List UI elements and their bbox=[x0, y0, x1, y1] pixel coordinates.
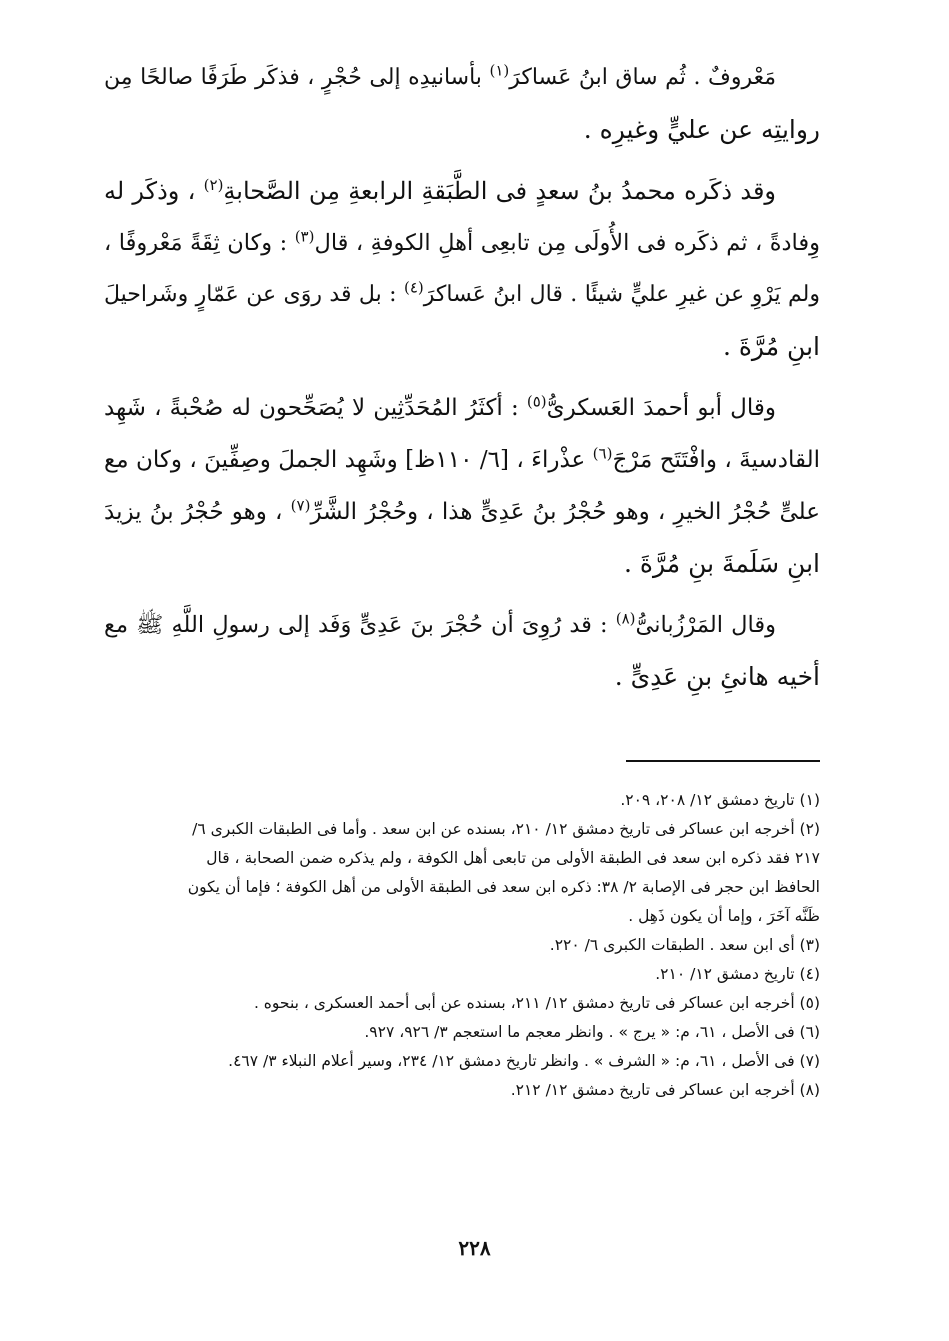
paragraph bbox=[104, 599, 820, 703]
text-line bbox=[104, 104, 820, 156]
text-segment: : أكثَرُ المُحَدِّثِين لا يُصَحِّحون له صُحْبةً ، شَهِد bbox=[104, 395, 527, 421]
text-segment: ولم يَرْوِ عن غيرِ عليٍّ شيئًا . قال ابنُ عَساكرَ bbox=[423, 282, 821, 307]
footnote-reference: (١) bbox=[489, 61, 510, 80]
text-line bbox=[104, 217, 820, 269]
footnote-reference: (٢) bbox=[203, 176, 224, 194]
footnotes bbox=[104, 786, 820, 1105]
text-segment: وقال أبو أحمدَ العَسكرىُّ bbox=[546, 395, 776, 421]
text-segment: القادسيةَ ، وافْتَتَح مَرْجَ bbox=[612, 447, 820, 473]
text-line bbox=[104, 538, 820, 590]
text-segment: روايتِه عن عليٍّ وغيرِه . bbox=[583, 115, 820, 144]
footnote-divider bbox=[626, 760, 820, 762]
text-segment: ابنِ مُرَّةَ . bbox=[722, 332, 820, 361]
text-line bbox=[104, 269, 820, 321]
footnote-line: (٤) تاريخ دمشق ١٢/ ٢١٠. bbox=[655, 965, 820, 983]
text-segment: مَعْروفٌ . ثُم ساق ابنُ عَساكرَ bbox=[509, 65, 776, 90]
paragraph-gap bbox=[104, 156, 820, 165]
text-line bbox=[104, 382, 820, 434]
footnote-reference: (٦) bbox=[592, 444, 613, 463]
text-segment: وقال المَرْزُبانىُّ bbox=[635, 612, 776, 638]
footnote-reference: (٧) bbox=[290, 496, 311, 515]
text-segment: : بل قد روَى عن عَمّارٍ وشَراحيلَ bbox=[104, 282, 404, 307]
footnote-line: (٧) فى الأصل ، ٦١، م: « الشرف » . وانظر تاريخ دمشق ١٢/ ٢٣٤، وسير أعلام النبلاء ٣/ ٤٦٧. bbox=[228, 1052, 820, 1070]
paragraph bbox=[104, 165, 820, 373]
paragraph-gap bbox=[104, 590, 820, 599]
text-segment: علىٍّ حُجْرُ الخيرِ ، وهو حُجْرُ بنُ عَدِىٍّ هذا ، وحُجْرُ الشَّرِّ bbox=[310, 499, 820, 525]
footnote-line: (٨) أخرجه ابن عساكر فى تاريخ دمشق ١٢/ ٢١٢. bbox=[510, 1081, 820, 1099]
text-line bbox=[104, 165, 820, 217]
text-line bbox=[104, 321, 820, 373]
footnote-reference: (٨) bbox=[615, 609, 636, 628]
text-line bbox=[104, 651, 820, 703]
text-segment: أخيه هانئِ بنِ عَدِىٍّ . bbox=[614, 662, 820, 691]
footnote-line: (٦) فى الأصل ، ٦١، م: « يرج » . وانظر معجم ما استعجم ٣/ ٩٢٦، ٩٢٧. bbox=[364, 1023, 820, 1041]
paragraph bbox=[104, 52, 820, 156]
text-segment: وقد ذكَره محمدُ بنُ سعدٍ فى الطَّبَقةِ الرابعةِ مِن الصَّحابةِ bbox=[223, 177, 777, 205]
text-segment: بأسانيدِه إلى حُجْرٍ ، فذكَر طَرَفًا صالحًا مِن bbox=[104, 65, 490, 90]
text-segment: ، وهو حُجْرُ بنُ يزيدَ bbox=[104, 499, 291, 525]
text-segment: وِفادةً ، ثم ذكَره فى الأُولَى مِن تابعِى أهلِ الكوفةِ ، قال bbox=[314, 230, 820, 256]
footnote-line: ظَنَّه آخَرَ ، وإما أن يكون ذَهِل . bbox=[628, 907, 820, 925]
page-number: ٢٢٨ bbox=[458, 1236, 491, 1260]
footnote-line: الحافظ ابن حجر فى الإصابة ٢/ ٣٨: ذكره ابن سعد فى الطبقة الأولى من أهل الكوفة ؛ فإما أن يكون bbox=[187, 878, 820, 896]
footnote-reference: (٤) bbox=[403, 278, 424, 297]
footnote-line: (٣) أى ابن سعد . الطبقات الكبرى ٦/ ٢٢٠. bbox=[549, 936, 820, 954]
text-line bbox=[104, 52, 820, 104]
footnote-line: (٥) أخرجه ابن عساكر فى تاريخ دمشق ١٢/ ٢١١، بسنده عن أبى أحمد العسكرى ، بنحوه . bbox=[253, 994, 820, 1012]
text-line bbox=[104, 599, 820, 651]
paragraph-gap bbox=[104, 373, 820, 382]
footnote-line: ٢١٧ فقد ذكره ابن سعد فى الطبقة الأولى من تابعى أهل الكوفة ، ولم يذكره ضمن الصحابة ، قال bbox=[206, 849, 820, 867]
text-segment: : وكان ثِقَةً مَعْروفًا ، bbox=[104, 230, 295, 256]
footnote-reference: (٥) bbox=[526, 392, 547, 411]
paragraph bbox=[104, 382, 820, 590]
text-segment: : قد رُوِىَ أن حُجْرَ بنَ عَدِىٍّ وَفَد إلى رسولِ اللَّهِ ﷺ مع bbox=[104, 612, 616, 638]
text-segment: ، وذكَر له bbox=[104, 177, 204, 205]
text-segment: عذْراءَ ، [٦/ ١١٠ظ] وشَهِد الجملَ وصِفِّينَ ، وكان مع bbox=[104, 447, 593, 473]
footnote-line: (٢) أخرجه ابن عساكر فى تاريخ دمشق ١٢/ ٢١٠، بسنده عن ابن سعد . وأما فى الطبقات الكبرى ٦/ bbox=[192, 820, 820, 838]
footnote-reference: (٣) bbox=[294, 227, 315, 246]
main-text bbox=[104, 52, 820, 703]
text-line bbox=[104, 486, 820, 538]
text-line bbox=[104, 434, 820, 486]
text-segment: ابنِ سَلَمةَ بنِ مُرَّةَ . bbox=[623, 549, 820, 578]
footnote-line: (١) تاريخ دمشق ١٢/ ٢٠٨، ٢٠٩. bbox=[620, 791, 820, 809]
